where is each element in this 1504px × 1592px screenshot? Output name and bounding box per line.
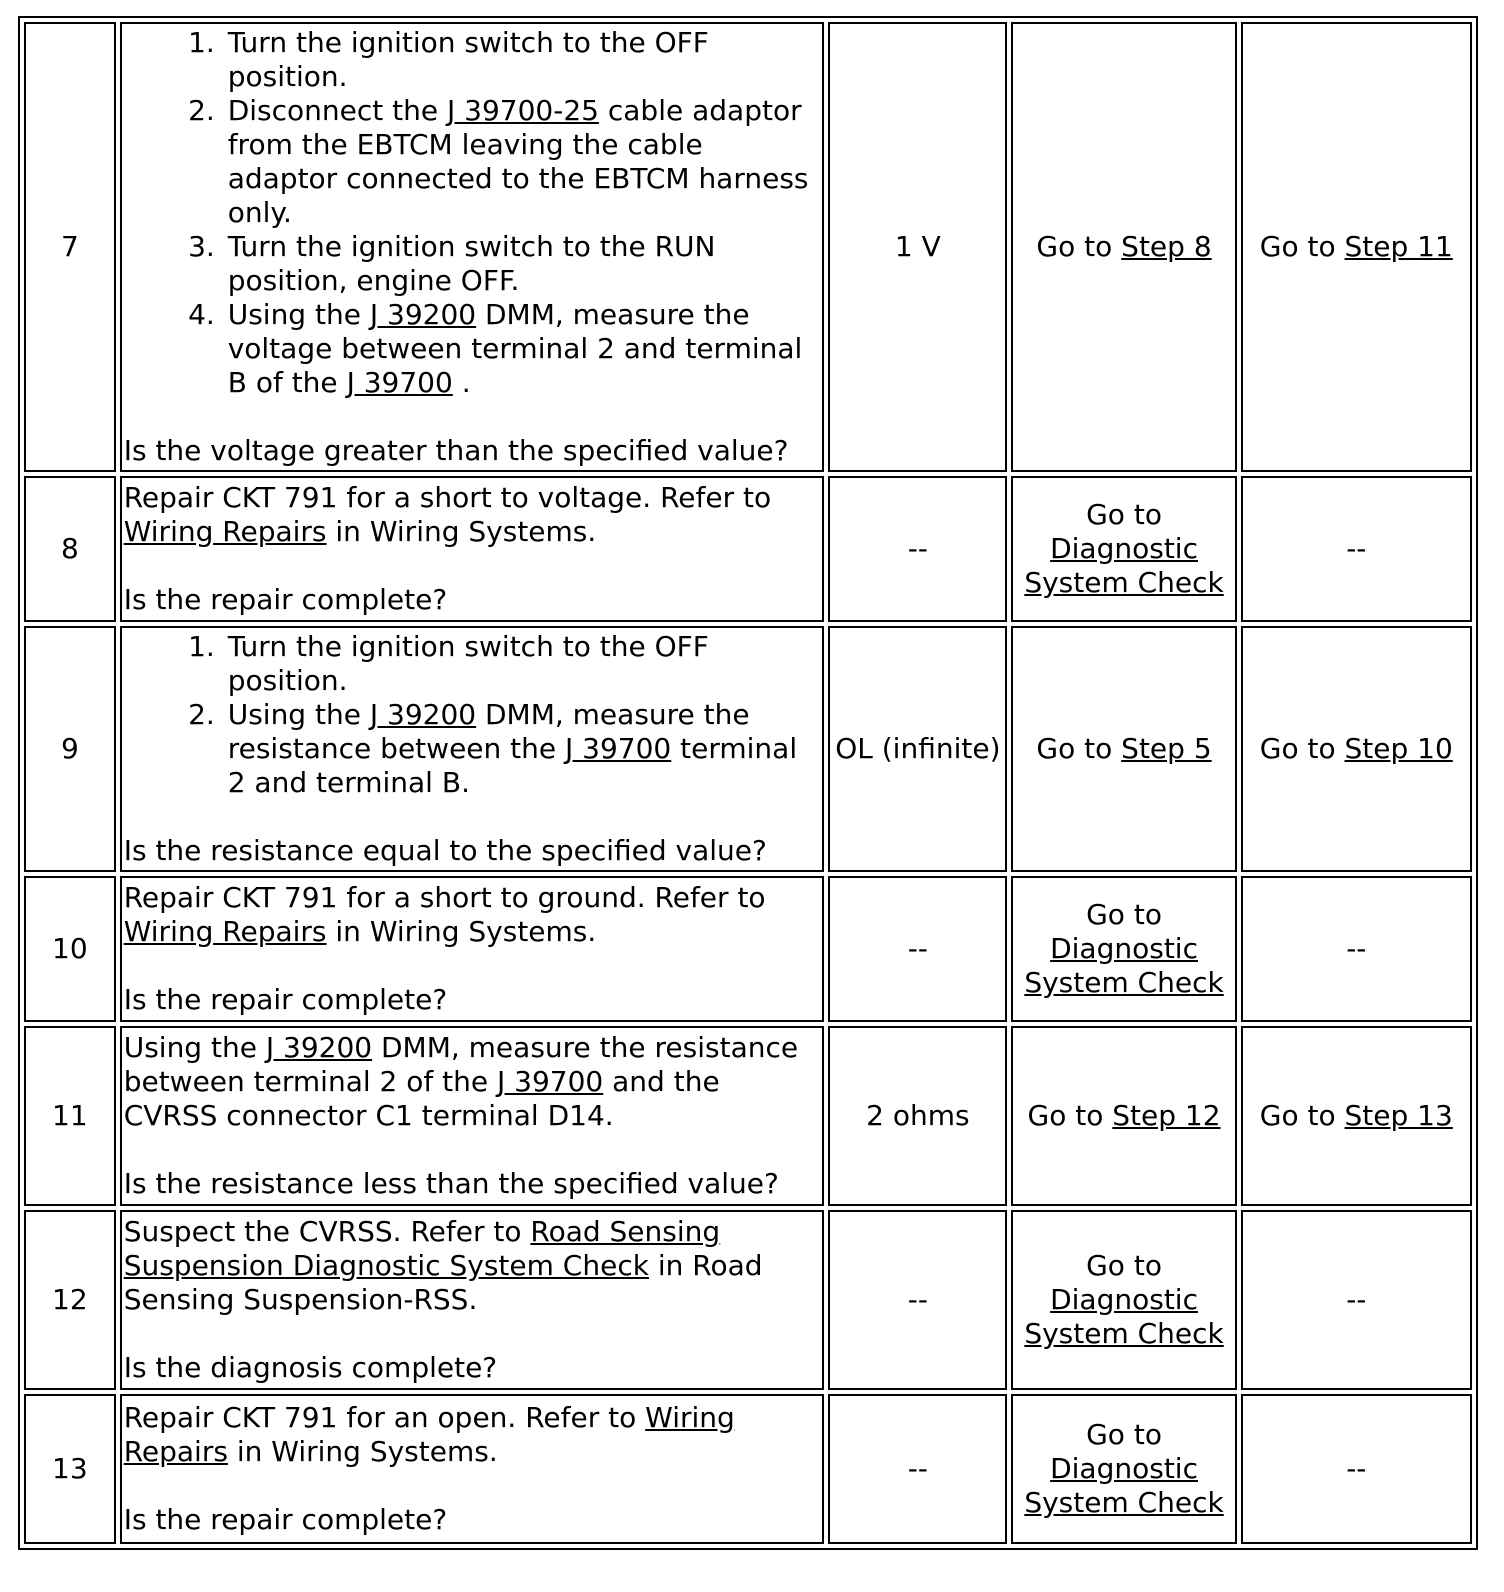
text-fragment: in Wiring Systems. <box>227 1435 498 1468</box>
link-wiring-repairs[interactable]: Wiring Repairs <box>123 915 327 948</box>
table-row <box>24 1210 1472 1390</box>
no-cell <box>1241 1210 1472 1390</box>
text-fragment: Turn the ignition switch to the RUN position, engine OFF. <box>227 230 716 297</box>
text-fragment: terminal 2 and terminal B. <box>227 732 798 799</box>
action-text <box>124 481 821 549</box>
yes-cell <box>1011 1394 1236 1544</box>
text-fragment: Go to <box>1259 732 1345 765</box>
yes-cell <box>1011 1026 1236 1206</box>
link-j-39700[interactable]: J 39700 <box>565 732 672 765</box>
text-fragment: Using the <box>227 698 370 731</box>
diagnostic-table-body <box>24 22 1472 1544</box>
table-row <box>24 22 1472 472</box>
no-cell <box>1241 22 1472 472</box>
text-fragment: -- <box>1346 532 1367 565</box>
link-step-10[interactable]: Step 10 <box>1344 732 1453 765</box>
action-cell <box>120 876 825 1022</box>
action-cell <box>120 1210 825 1390</box>
action-cell <box>120 22 825 472</box>
action-text <box>124 1031 821 1133</box>
action-step <box>224 298 821 400</box>
step-number: 11 <box>24 1026 116 1206</box>
text-fragment: DMM, measure the voltage between terminal 2 and terminal B of the <box>227 298 803 399</box>
text-fragment: Go to <box>1027 1099 1113 1132</box>
text-fragment: DMM, measure the resistance between terminal 2 of the <box>123 1031 799 1098</box>
action-question: Is the diagnosis complete? <box>123 1351 498 1384</box>
yes-cell <box>1011 22 1236 472</box>
text-fragment: Go to <box>1036 732 1122 765</box>
action-question: Is the repair complete? <box>123 583 448 616</box>
link-j-39700-25[interactable]: J 39700-25 <box>447 94 599 127</box>
step-number: 9 <box>24 626 116 872</box>
link-j-39200[interactable]: J 39200 <box>265 1031 373 1064</box>
link-wiring-repairs[interactable]: Wiring Repairs <box>123 515 327 548</box>
action-step <box>224 26 821 94</box>
step-number: 8 <box>24 476 116 622</box>
text-fragment: Go to <box>1086 1418 1162 1451</box>
diagnostic-table <box>18 16 1478 1550</box>
text-fragment: Go to <box>1259 1099 1345 1132</box>
action-question: Is the repair complete? <box>123 1503 448 1536</box>
action-step <box>224 630 821 698</box>
text-fragment: Repair CKT 791 for an open. Refer to <box>123 1401 646 1434</box>
text-fragment: and the CVRSS connector C1 terminal D14. <box>123 1065 720 1132</box>
step-number: 12 <box>24 1210 116 1390</box>
action-cell <box>120 1026 825 1206</box>
yes-cell <box>1011 876 1236 1022</box>
text-fragment: Repair CKT 791 for a short to voltage. Refer to <box>123 481 772 514</box>
table-row <box>24 476 1472 622</box>
value-cell: -- <box>828 1210 1007 1390</box>
action-text <box>124 1215 821 1317</box>
table-row <box>24 876 1472 1022</box>
text-fragment: in Wiring Systems. <box>326 915 597 948</box>
action-question: Is the resistance less than the specified value? <box>123 1167 779 1200</box>
text-fragment: . <box>452 366 471 399</box>
no-cell <box>1241 1026 1472 1206</box>
action-step <box>224 230 821 298</box>
action-cell <box>120 1394 825 1544</box>
link-diagnostic-system-check[interactable]: Diagnostic System Check <box>1024 1283 1224 1350</box>
link-step-12[interactable]: Step 12 <box>1112 1099 1221 1132</box>
text-fragment: Turn the ignition switch to the OFF position. <box>227 26 709 93</box>
link-step-13[interactable]: Step 13 <box>1344 1099 1453 1132</box>
action-step <box>224 94 821 230</box>
action-question: Is the resistance equal to the specified value? <box>123 834 767 867</box>
table-row <box>24 626 1472 872</box>
text-fragment: DMM, measure the resistance between the <box>227 698 750 765</box>
step-number: 10 <box>24 876 116 1022</box>
text-fragment: Repair CKT 791 for a short to ground. Refer to <box>123 881 766 914</box>
link-road-sensing-suspension-diagnostic-system-check[interactable]: Road Sensing Suspension Diagnostic System Check <box>123 1215 721 1282</box>
no-cell <box>1241 626 1472 872</box>
text-fragment: Turn the ignition switch to the OFF position. <box>227 630 709 697</box>
text-fragment: -- <box>1346 1452 1367 1485</box>
link-step-5[interactable]: Step 5 <box>1121 732 1212 765</box>
link-j-39200[interactable]: J 39200 <box>369 298 477 331</box>
action-step <box>224 698 821 800</box>
action-text <box>124 881 821 949</box>
text-fragment: in Road Sensing Suspension-RSS. <box>123 1249 763 1316</box>
text-fragment: Using the <box>227 298 370 331</box>
text-fragment: Go to <box>1086 498 1162 531</box>
action-cell <box>120 476 825 622</box>
text-fragment: in Wiring Systems. <box>326 515 597 548</box>
text-fragment: Using the <box>123 1031 266 1064</box>
text-fragment: Go to <box>1086 898 1162 931</box>
text-fragment: Go to <box>1086 1249 1162 1282</box>
link-diagnostic-system-check[interactable]: Diagnostic System Check <box>1024 532 1224 599</box>
action-cell <box>120 626 825 872</box>
text-fragment: Suspect the CVRSS. Refer to <box>123 1215 531 1248</box>
link-j-39700[interactable]: J 39700 <box>346 366 453 399</box>
action-text <box>124 1401 821 1469</box>
action-question: Is the voltage greater than the specified value? <box>123 434 789 467</box>
action-question: Is the repair complete? <box>123 983 448 1016</box>
step-number: 13 <box>24 1394 116 1544</box>
yes-cell <box>1011 1210 1236 1390</box>
no-cell <box>1241 1394 1472 1544</box>
value-cell: OL (infinite) <box>828 626 1007 872</box>
text-fragment: cable adaptor from the EBTCM leaving the cable adaptor connected to the EBTCM harness only. <box>227 94 809 229</box>
value-cell: -- <box>828 876 1007 1022</box>
yes-cell <box>1011 626 1236 872</box>
value-cell: 1 V <box>828 22 1007 472</box>
action-steps-list <box>124 630 821 800</box>
text-fragment: -- <box>1346 1283 1367 1316</box>
link-step-11[interactable]: Step 11 <box>1344 230 1453 263</box>
link-j-39200[interactable]: J 39200 <box>369 698 477 731</box>
link-j-39700[interactable]: J 39700 <box>497 1065 604 1098</box>
link-diagnostic-system-check[interactable]: Diagnostic System Check <box>1024 1452 1224 1519</box>
action-steps-list <box>124 26 821 400</box>
value-cell: 2 ohms <box>828 1026 1007 1206</box>
text-fragment: -- <box>1346 932 1367 965</box>
value-cell: -- <box>828 476 1007 622</box>
link-diagnostic-system-check[interactable]: Diagnostic System Check <box>1024 932 1224 999</box>
link-step-8[interactable]: Step 8 <box>1121 230 1212 263</box>
text-fragment: Go to <box>1036 230 1122 263</box>
table-row <box>24 1026 1472 1206</box>
table-row <box>24 1394 1472 1544</box>
no-cell <box>1241 876 1472 1022</box>
value-cell: -- <box>828 1394 1007 1544</box>
no-cell <box>1241 476 1472 622</box>
text-fragment: Go to <box>1259 230 1345 263</box>
step-number: 7 <box>24 22 116 472</box>
link-wiring-repairs[interactable]: Wiring Repairs <box>123 1401 735 1468</box>
yes-cell <box>1011 476 1236 622</box>
text-fragment: Disconnect the <box>227 94 447 127</box>
